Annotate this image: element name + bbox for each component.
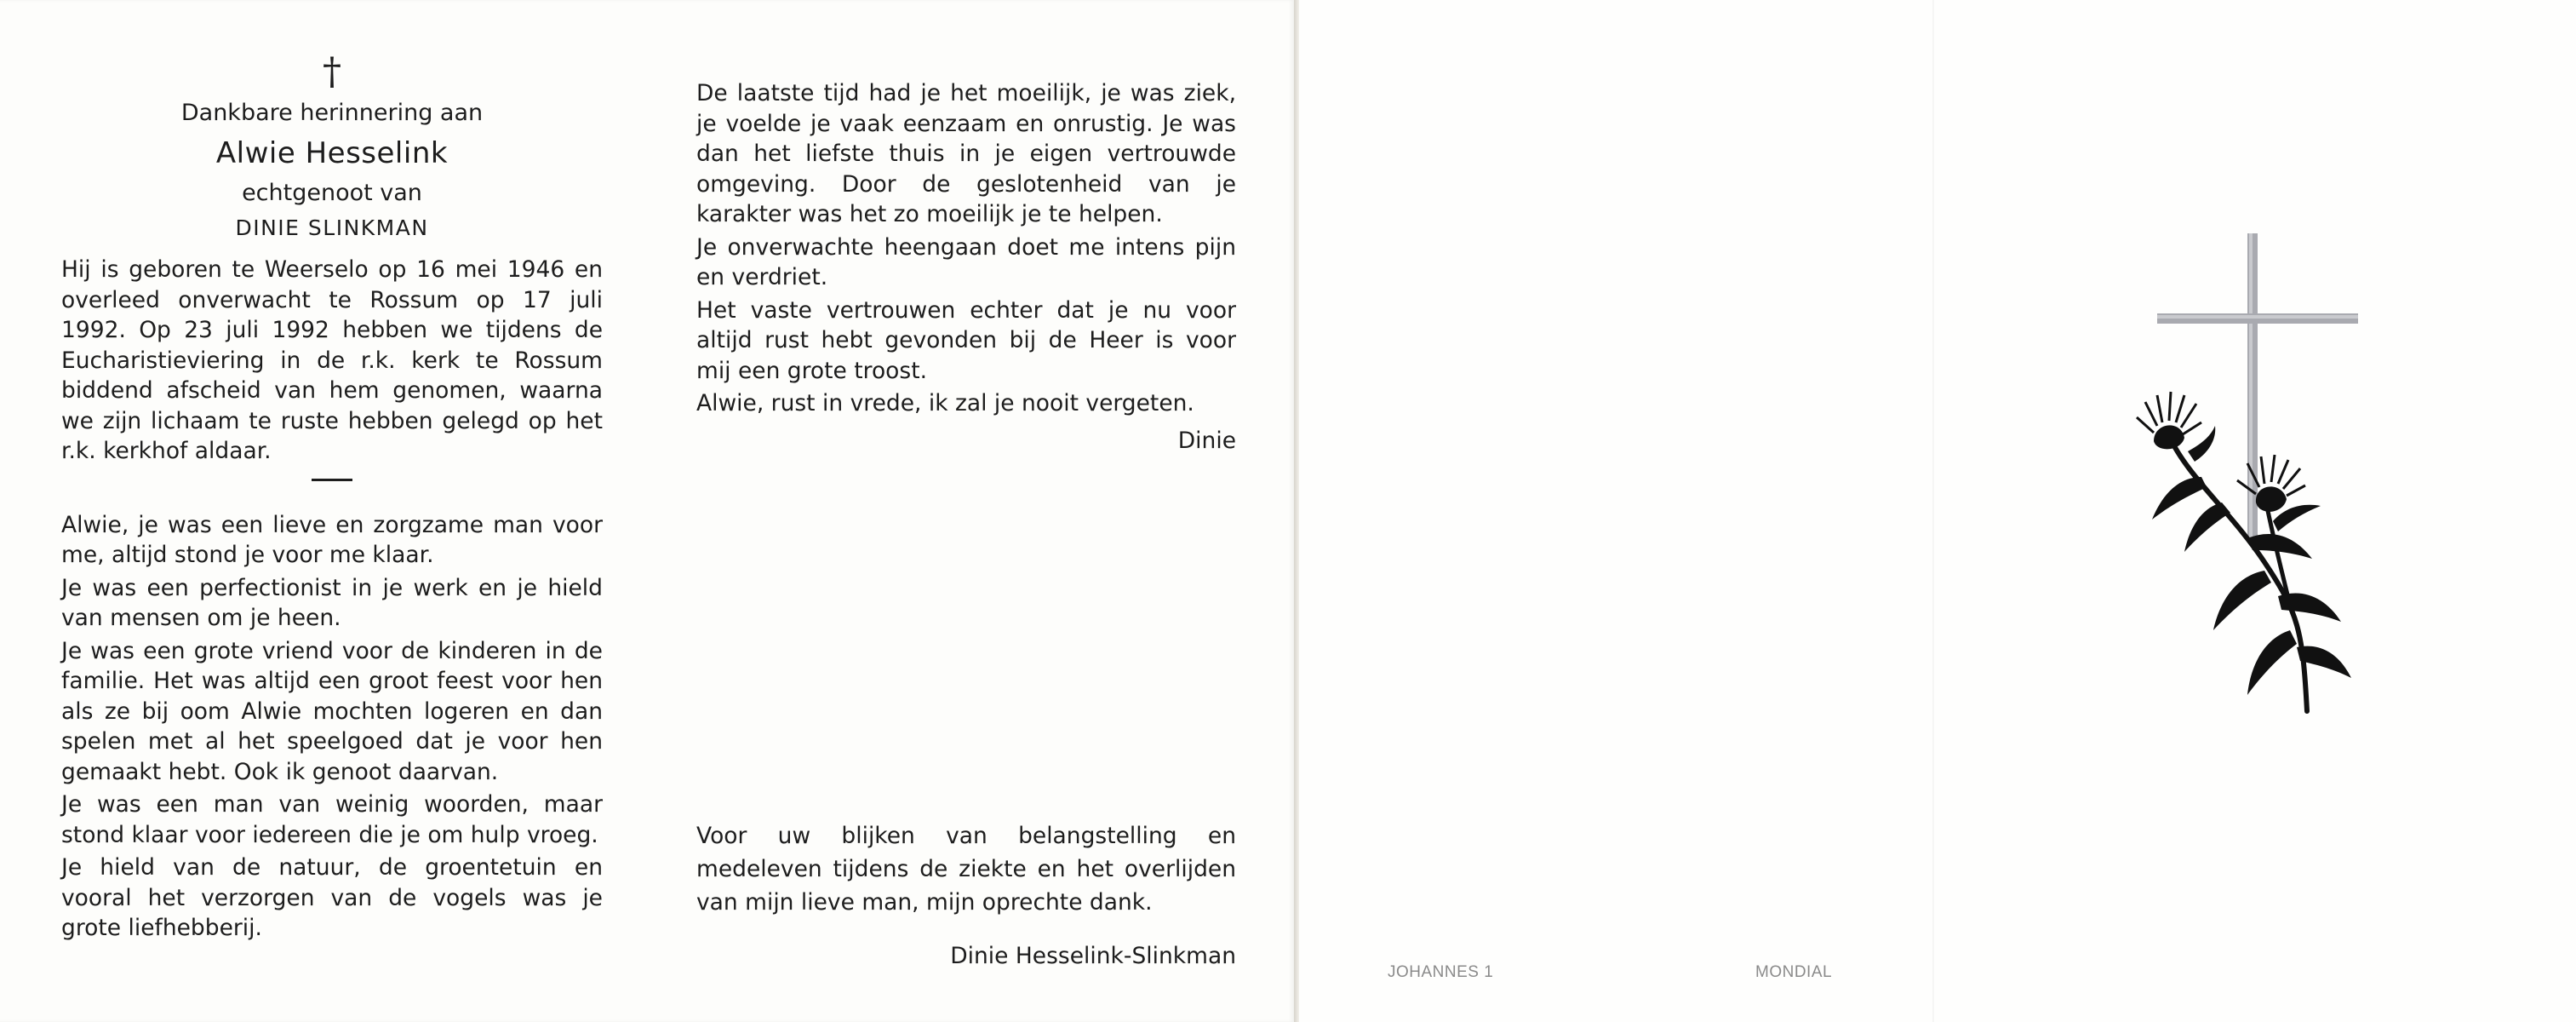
relation-line: echtgenoot van	[242, 180, 422, 206]
memory-paragraph: Je was een grote vriend voor de kinderen in de familie. Het was altijd een groot feest voor hen als ze bij oom Alwie mochten logeren en dan spelen met al het speelgoed dat je voor hen gemaakt hebt. Ook ik genoot daarvan.	[61, 637, 603, 785]
publisher-label: MONDIAL	[1755, 963, 1833, 981]
thanks-text: Voor uw blijken van belangstelling en medeleven tijdens de ziekte en het overlijden van mijn lieve man, mijn oprechte dank.	[696, 823, 1236, 916]
memory-paragraph: Alwie, je was een lieve en zorgzame man voor me, altijd stond je voor me klaar.	[61, 511, 603, 568]
intro-line: Dankbare herinnering aan	[180, 100, 484, 126]
farewell-paragraph: Het vaste vertrouwen echter dat je nu voor altijd rust hebt gevonden bij de Heer is voor mij een grote troost.	[696, 296, 1236, 384]
thanks-block	[696, 819, 1236, 973]
spouse-name: DINIE SLINKMAN	[235, 215, 429, 240]
memory-paragraph: Je was een man van weinig woorden, maar stond klaar voor iedereen die je om hulp vroeg.	[61, 791, 603, 848]
farewell-paragraph: De laatste tijd had je het moeilijk, je was ziek, je voelde je vaak eenzaam en onrustig. Je was dan het liefste thuis in je eigen vertrouwde omgeving. Door de geslotenheid van je karakter was het zo moeilijk je te helpen.	[696, 80, 1236, 227]
memory-paragraph: Je hield van de natuur, de groentetuin en vooral het verzorgen van de vogels was je grote liefhebberij.	[61, 854, 603, 941]
series-label: JOHANNES 1	[1388, 963, 1494, 981]
cross-icon: †	[323, 50, 341, 94]
left-text-column	[61, 49, 603, 946]
biography: Hij is geboren te Weerselo op 16 mei 1946 en overleed onverwacht te Rossum op 17 juli 1992. Op 23 juli 1992 hebben we tijdens de Eucharistieviering in de r.k. kerk te Rossum biddend afscheid van hem genomen, waarna we zijn lichaam te ruste hebben gelegd op het r.k. kerkhof aldaar.	[61, 256, 603, 464]
cross-with-thistles-icon	[2128, 221, 2409, 732]
thistle-plant	[2137, 392, 2351, 711]
memory-paragraph: Je was een perfectionist in je werk en je hield van mensen om je heen.	[61, 574, 603, 631]
farewell-paragraph: Alwie, rust in vrede, ik zal je nooit vergeten.	[696, 390, 1194, 416]
fold-line	[1932, 0, 1934, 1022]
signature-short: Dinie	[1177, 427, 1236, 454]
right-text-column	[696, 78, 1236, 458]
divider	[312, 479, 352, 481]
farewell-paragraph: Je onverwachte heengaan doet me intens pijn en verdriet.	[696, 233, 1236, 290]
signature-full: Dinie Hesselink-Slinkman	[950, 943, 1236, 969]
deceased-name: Alwie Hesselink	[215, 136, 449, 170]
